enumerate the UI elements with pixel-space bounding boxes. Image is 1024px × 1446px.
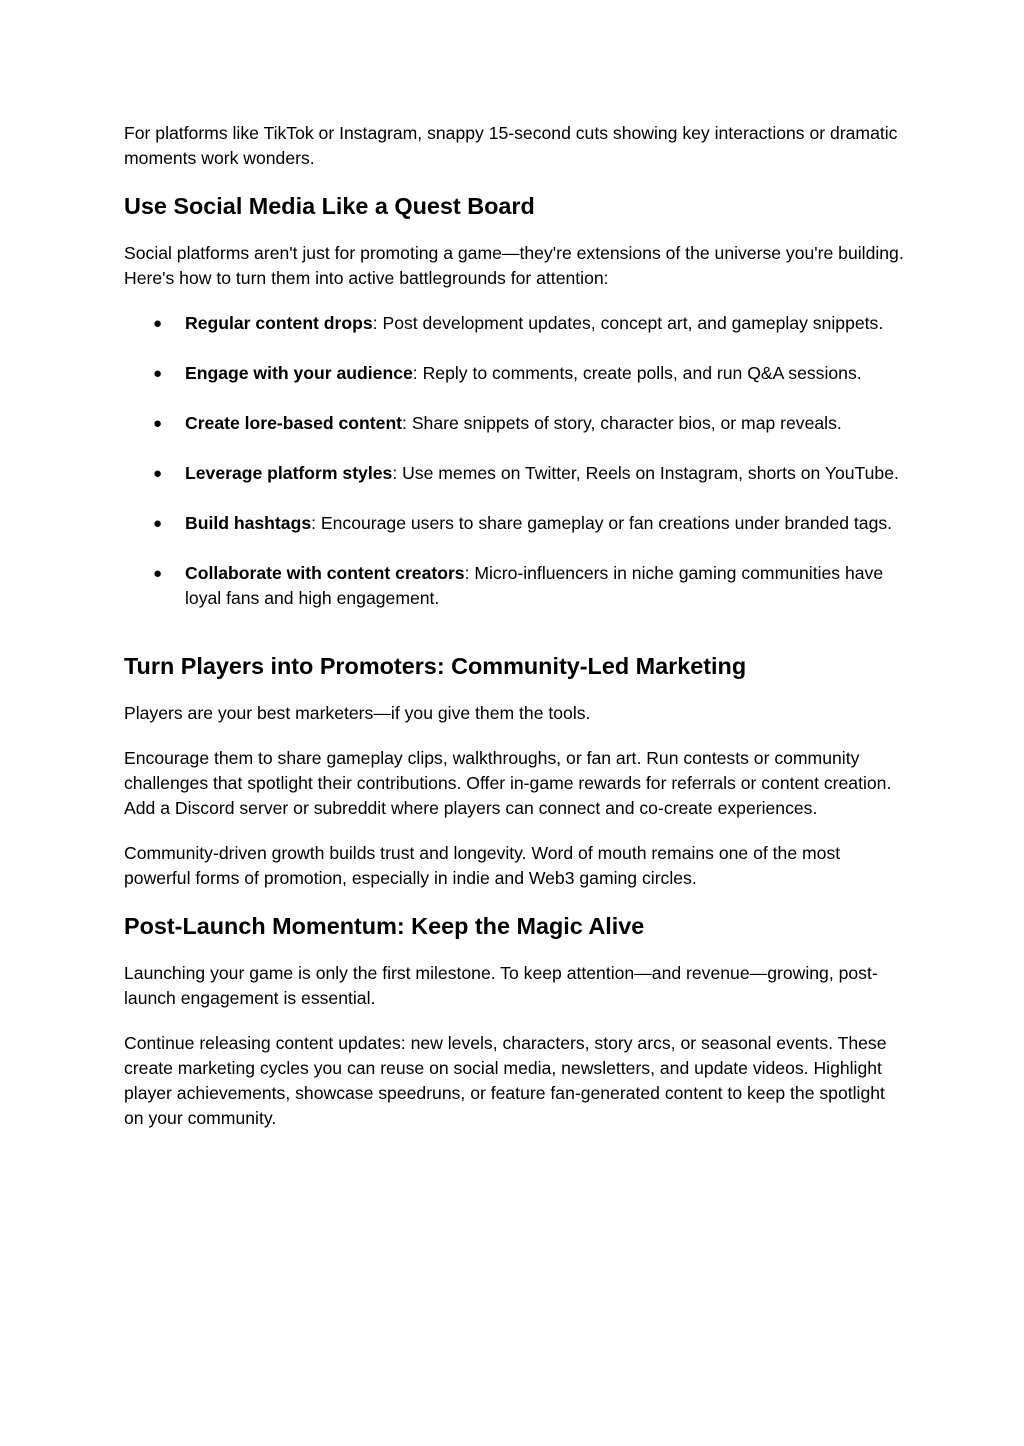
- list-item: [124, 361, 904, 386]
- list-item-text: : Use memes on Twitter, Reels on Instagram, shorts on YouTube.: [392, 463, 899, 483]
- post-launch-paragraph: Launching your game is only the first milestone. To keep attention—and revenue—growing, post-launch engagement is essential.: [124, 963, 878, 1008]
- list-item-text: : Micro-influencers in niche gaming communities have loyal fans and high engagement.: [185, 563, 884, 608]
- list-item-term: Collaborate with content creators: [185, 563, 465, 583]
- bullet-icon: ●: [153, 315, 163, 332]
- section-heading-social-media: Use Social Media Like a Quest Board: [124, 193, 535, 219]
- document-page: [124, 121, 904, 1131]
- bullet-icon: ●: [153, 465, 163, 482]
- bullet-icon: ●: [153, 565, 163, 582]
- section-heading-post-launch: Post-Launch Momentum: Keep the Magic Alive: [124, 913, 645, 939]
- list-item-term: Leverage platform styles: [185, 463, 393, 483]
- list-item-text: : Share snippets of story, character bios, or map reveals.: [402, 413, 842, 433]
- list-item: [124, 461, 904, 486]
- list-item-text: : Encourage users to share gameplay or fan creations under branded tags.: [311, 513, 893, 533]
- bullet-icon: ●: [153, 365, 163, 382]
- section-heading-community: Turn Players into Promoters: Community-Led Marketing: [124, 653, 747, 679]
- community-paragraph: Players are your best marketers—if you give them the tools.: [124, 703, 591, 723]
- community-paragraph: Community-driven growth builds trust and longevity. Word of mouth remains one of the most powerful forms of promotion, especially in indie and Web3 gaming circles.: [124, 843, 841, 888]
- list-item-text: : Post development updates, concept art, and gameplay snippets.: [372, 313, 884, 333]
- list-item-term: Engage with your audience: [185, 363, 413, 383]
- bullet-icon: ●: [153, 415, 163, 432]
- list-item: [124, 311, 904, 336]
- list-item-term: Create lore-based content: [185, 413, 403, 433]
- community-paragraph: Encourage them to share gameplay clips, walkthroughs, or fan art. Run contests or community challenges that spotlight their contributions. Offer in-game rewards for referrals or content creation. Add a Discord server or subreddit where players can connect and co-create experiences.: [124, 748, 892, 818]
- list-item: [124, 511, 904, 536]
- post-launch-paragraph: Continue releasing content updates: new levels, characters, story arcs, or seasonal events. These create marketing cycles you can reuse on social media, newsletters, and update videos. Highlight player achievements, showcase speedruns, or feature fan-generated content to keep the spotlight on your community.: [124, 1033, 887, 1128]
- list-item-text: : Reply to comments, create polls, and run Q&A sessions.: [412, 363, 862, 383]
- list-item: [124, 411, 904, 436]
- list-item-term: Regular content drops: [185, 313, 373, 333]
- list-item-term: Build hashtags: [185, 513, 312, 533]
- social-paragraph: Social platforms aren't just for promoting a game—they're extensions of the universe you're building. Here's how to turn them into active battlegrounds for attention:: [124, 243, 904, 288]
- list-item: [124, 561, 904, 611]
- bullet-icon: ●: [153, 515, 163, 532]
- social-tactics-list: [124, 311, 904, 611]
- intro-paragraph: For platforms like TikTok or Instagram, snappy 15-second cuts showing key interactions or dramatic moments work wonders.: [124, 123, 898, 168]
